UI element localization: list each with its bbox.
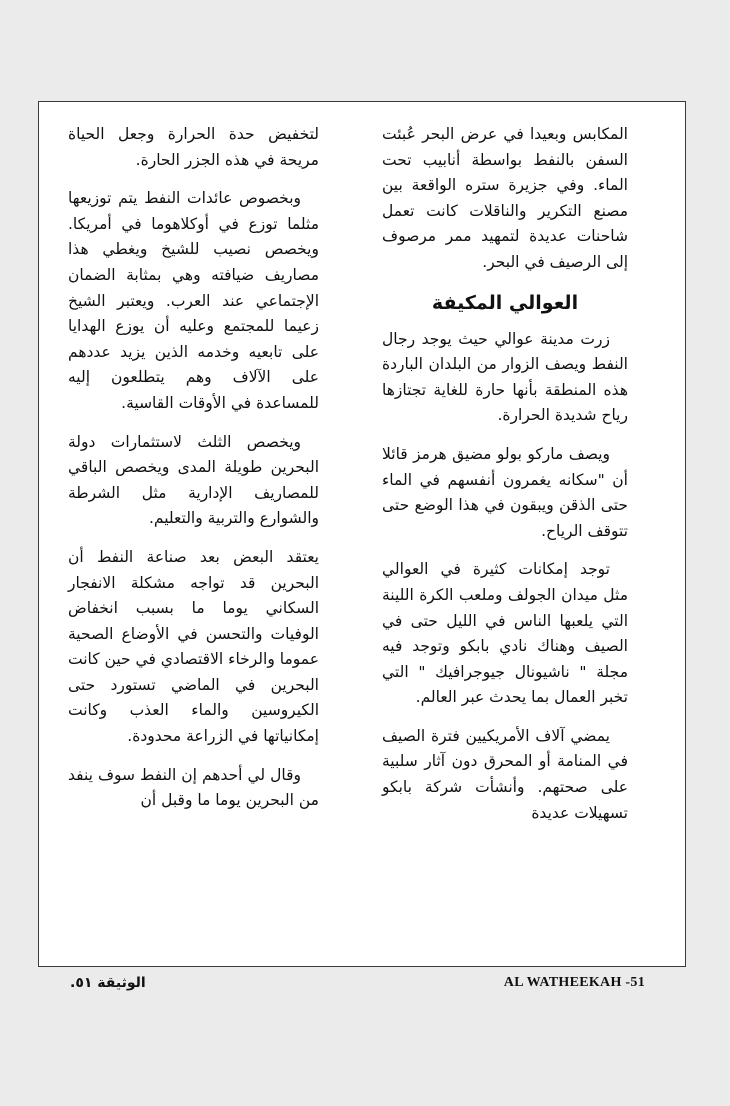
- footer-page-label-arabic: الوثيقة ٥١.: [70, 975, 146, 991]
- paragraph: زرت مدينة عوالي حيث يوجد رجال النفط ويصف الزوار من البلدان الباردة هذه المنطقة بأنها حارة للغاية تجتازها رياح شديدة الحرارة.: [382, 329, 628, 425]
- paragraph: يمضي آلاف الأمريكيين فترة الصيف في المنامة أو المحرق دون آثار سلبية على صحتهم. وأنشأت شركة بابكو تسهيلات عديدة: [382, 726, 628, 822]
- paragraph: يعتقد البعض بعد صناعة النفط أن البحرين قد تواجه مشكلة الانفجار السكاني يوما ما بسبب انخفاض الوفيات والتحسن في الأوضاع الصحية عموما والرخاء الاقتصادي في حين كانت البحرين في الماضي تستورد حتى الكيروسين والماء العذب وكانت إمكانياتها في الزراعة محدودة.: [68, 547, 319, 746]
- paragraph: ويصف ماركو بولو مضيق هرمز قائلا أن "سكانه يغمرون أنفسهم في الماء حتى الذقن ويبقون في هذا الوضع حتى تتوقف الرياح.: [382, 444, 628, 540]
- paragraph: ويخصص الثلث لاستثمارات دولة البحرين طويلة المدى ويخصص الباقي للمصاريف الإدارية مثل الشرطة والشوارع والتربية والتعليم.: [68, 432, 319, 528]
- right-column: [382, 122, 628, 839]
- section-heading: العوالي المكيفة: [431, 291, 579, 314]
- footer-page-label-english: AL WATHEEKAH -51: [503, 975, 645, 990]
- paragraph: توجد إمكانات كثيرة في العوالي مثل ميدان الجولف وملعب الكرة اللينة التي يلعبها الناس في الليل حتى في الصيف وهناك نادي بابكو وتوجد فيه مجلة " ناشيونال جيوجرافيك " التي تخبر العمال بما يحدث عبر العالم.: [382, 560, 628, 707]
- paragraph: لتخفيض حدة الحرارة وجعل الحياة مريحة في هذه الجزر الحارة.: [68, 125, 319, 169]
- paragraph: وبخصوص عائدات النفط يتم توزيعها مثلما توزع في أوكلاهوما في أمريكا. ويخصص نصيب للشيخ ويغطي هذا مصاريف ضيافته وهي بمثابة الضمان الإجتماعي عند العرب. ويعتبر الشيخ زعيما للمجتمع وعليه أن يوزع الهدايا على تابعيه وخدمه الذين يزيد عددهم على الآلاف وهم يتطلعون إليه للمساعدة في الأوقات القاسية.: [68, 189, 319, 412]
- left-column: [68, 122, 319, 827]
- paragraph: وقال لي أحدهم إن النفط سوف ينفد من البحرين يوما ما وقبل أن: [68, 765, 319, 810]
- paragraph: المكابس وبعيدا في عرض البحر عُبئت السفن بالنفط بواسطة أنابيب تحت الماء. وفي جزيرة ستره الواقعة بين مصنع التكرير والناقلات كانت تعمل شاحنات عديدة لتمهيد ممر مرصوف إلى الرصيف في البحر.: [382, 125, 628, 271]
